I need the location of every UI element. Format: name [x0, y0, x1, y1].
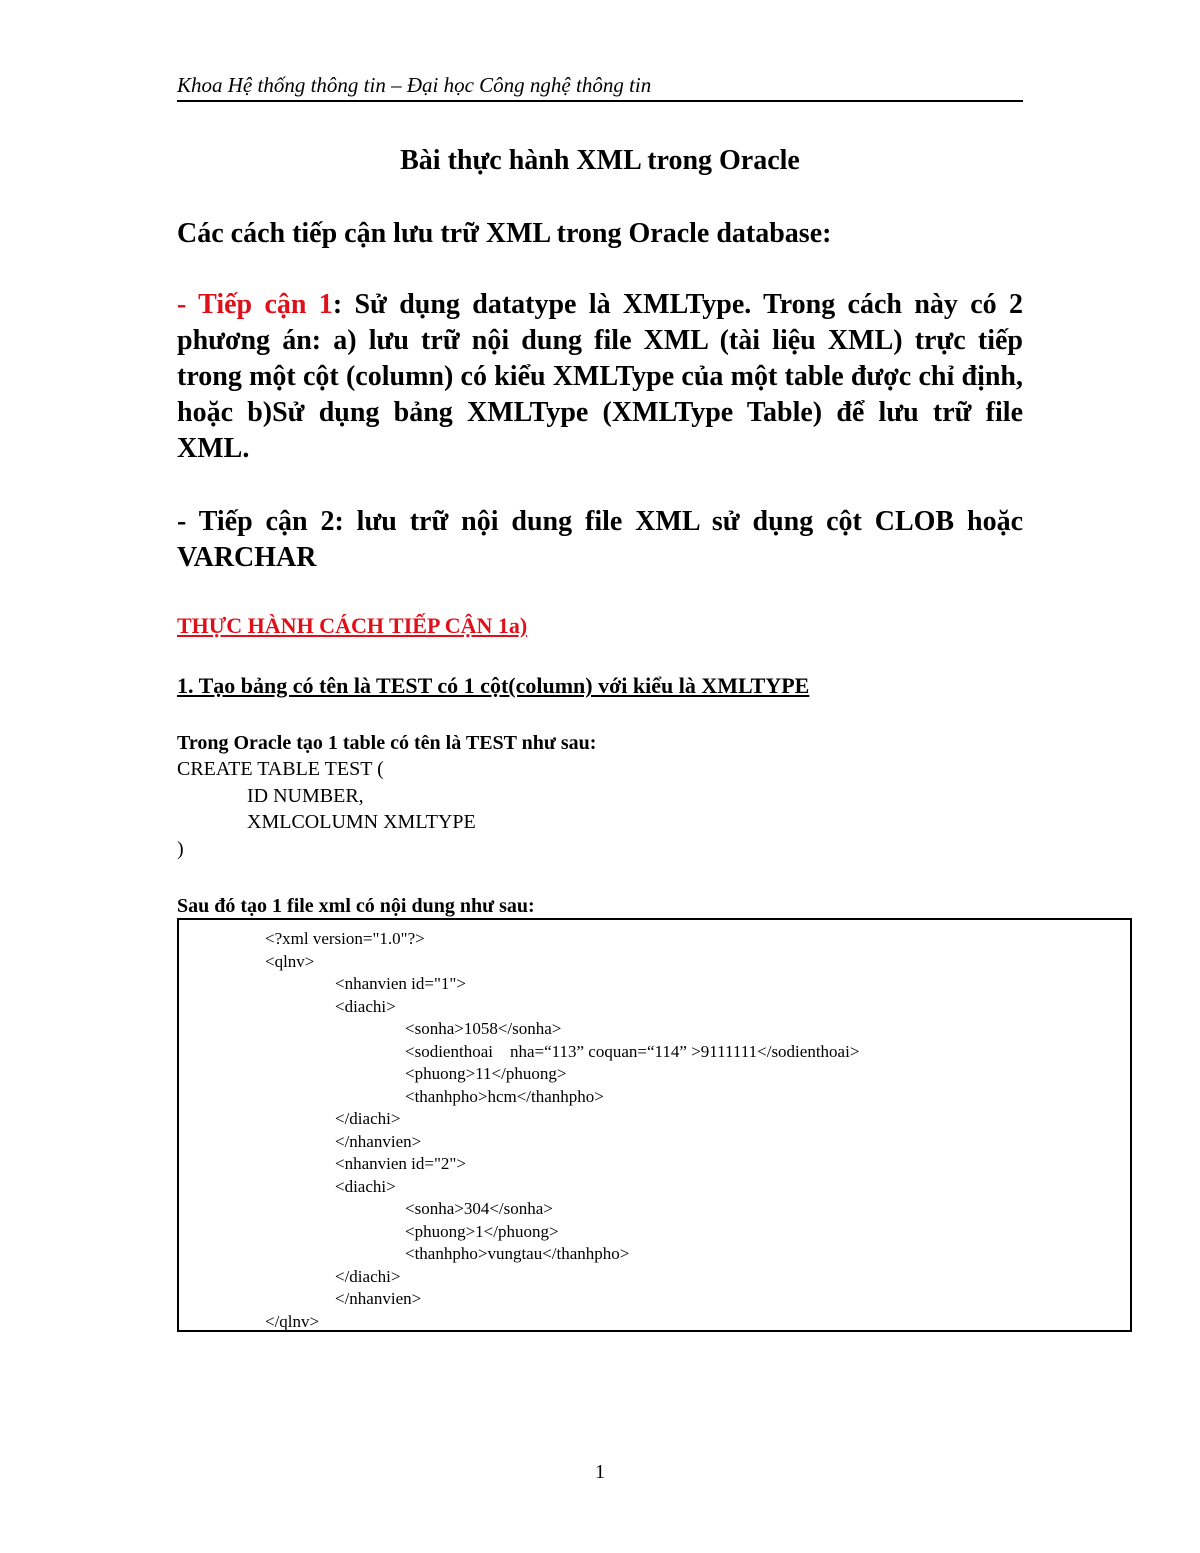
xml-intro: Sau đó tạo 1 file xml có nội dung như sau: — [177, 895, 535, 917]
xml-line: </nhanvien> — [335, 1289, 422, 1308]
sql-line: XMLCOLUMN XMLTYPE — [247, 811, 476, 833]
xml-line: <diachi> — [335, 1176, 396, 1196]
xml-line: </diachi> — [335, 1266, 401, 1286]
intro-heading: Các cách tiếp cận lưu trữ XML trong Oracle database: — [177, 218, 832, 249]
xml-line: <thanhpho>hcm</thanhpho> — [405, 1086, 604, 1106]
xml-line: <diachi> — [335, 996, 396, 1016]
page-header: Khoa Hệ thống thông tin – Đại học Công nghệ thông tin — [177, 72, 1023, 102]
sql-line: CREATE TABLE TEST ( — [177, 758, 384, 780]
page-title: Bài thực hành XML trong Oracle — [400, 145, 800, 176]
xml-line: <sodienthoai nha=“113” coquan=“114” >9111111</sodienthoai> — [405, 1041, 860, 1061]
approach-1-dash: - — [177, 289, 199, 320]
xml-line: </qlnv> — [265, 1311, 320, 1331]
xml-code-lines — [265, 928, 859, 1333]
xml-line: <?xml version="1.0"?> — [265, 929, 425, 948]
sql-line: ID NUMBER, — [247, 784, 364, 807]
xml-line: <qlnv> — [265, 951, 315, 971]
xml-code-box — [177, 918, 1132, 1332]
xml-line: <nhanvien id="2"> — [335, 1154, 466, 1173]
sql-line: ) — [177, 837, 184, 860]
xml-line: <phuong>1</phuong> — [405, 1221, 559, 1241]
approach-1-label: Tiếp cận 1 — [198, 289, 333, 320]
approach-2-paragraph: - Tiếp cận 2: lưu trữ nội dung file XML sử dụng cột CLOB hoặc VARCHAR — [177, 506, 1023, 573]
create-table-intro: Trong Oracle tạo 1 table có tên là TEST như sau: — [177, 732, 597, 754]
approach-1-paragraph — [177, 287, 1023, 467]
approach-1-text: : Sử dụng datatype là XMLType. Trong cách này có 2 phương án: a) lưu trữ nội dung file XML (tài liệu XML) trực tiếp trong một cột (column) có kiểu XMLType của một table được chỉ định, hoặc b)Sử dụng bảng XMLType (XMLType Table) để lưu trữ file XML. — [177, 289, 1024, 464]
xml-line: </diachi> — [335, 1109, 401, 1128]
xml-line: <phuong>11</phuong> — [405, 1064, 567, 1083]
sql-code-block — [177, 756, 476, 862]
xml-line: <nhanvien id="1"> — [335, 974, 466, 993]
page-number: 1 — [595, 1461, 605, 1483]
xml-line: </nhanvien> — [335, 1131, 422, 1151]
xml-line: <sonha>1058</sonha> — [405, 1019, 562, 1038]
xml-line: <sonha>304</sonha> — [405, 1199, 553, 1218]
step-1-heading: 1. Tạo bảng có tên là TEST có 1 cột(column) với kiểu là XMLTYPE — [177, 673, 810, 698]
section-heading: THỰC HÀNH CÁCH TIẾP CẬN 1a) — [177, 613, 528, 638]
xml-line: <thanhpho>vungtau</thanhpho> — [405, 1244, 630, 1263]
